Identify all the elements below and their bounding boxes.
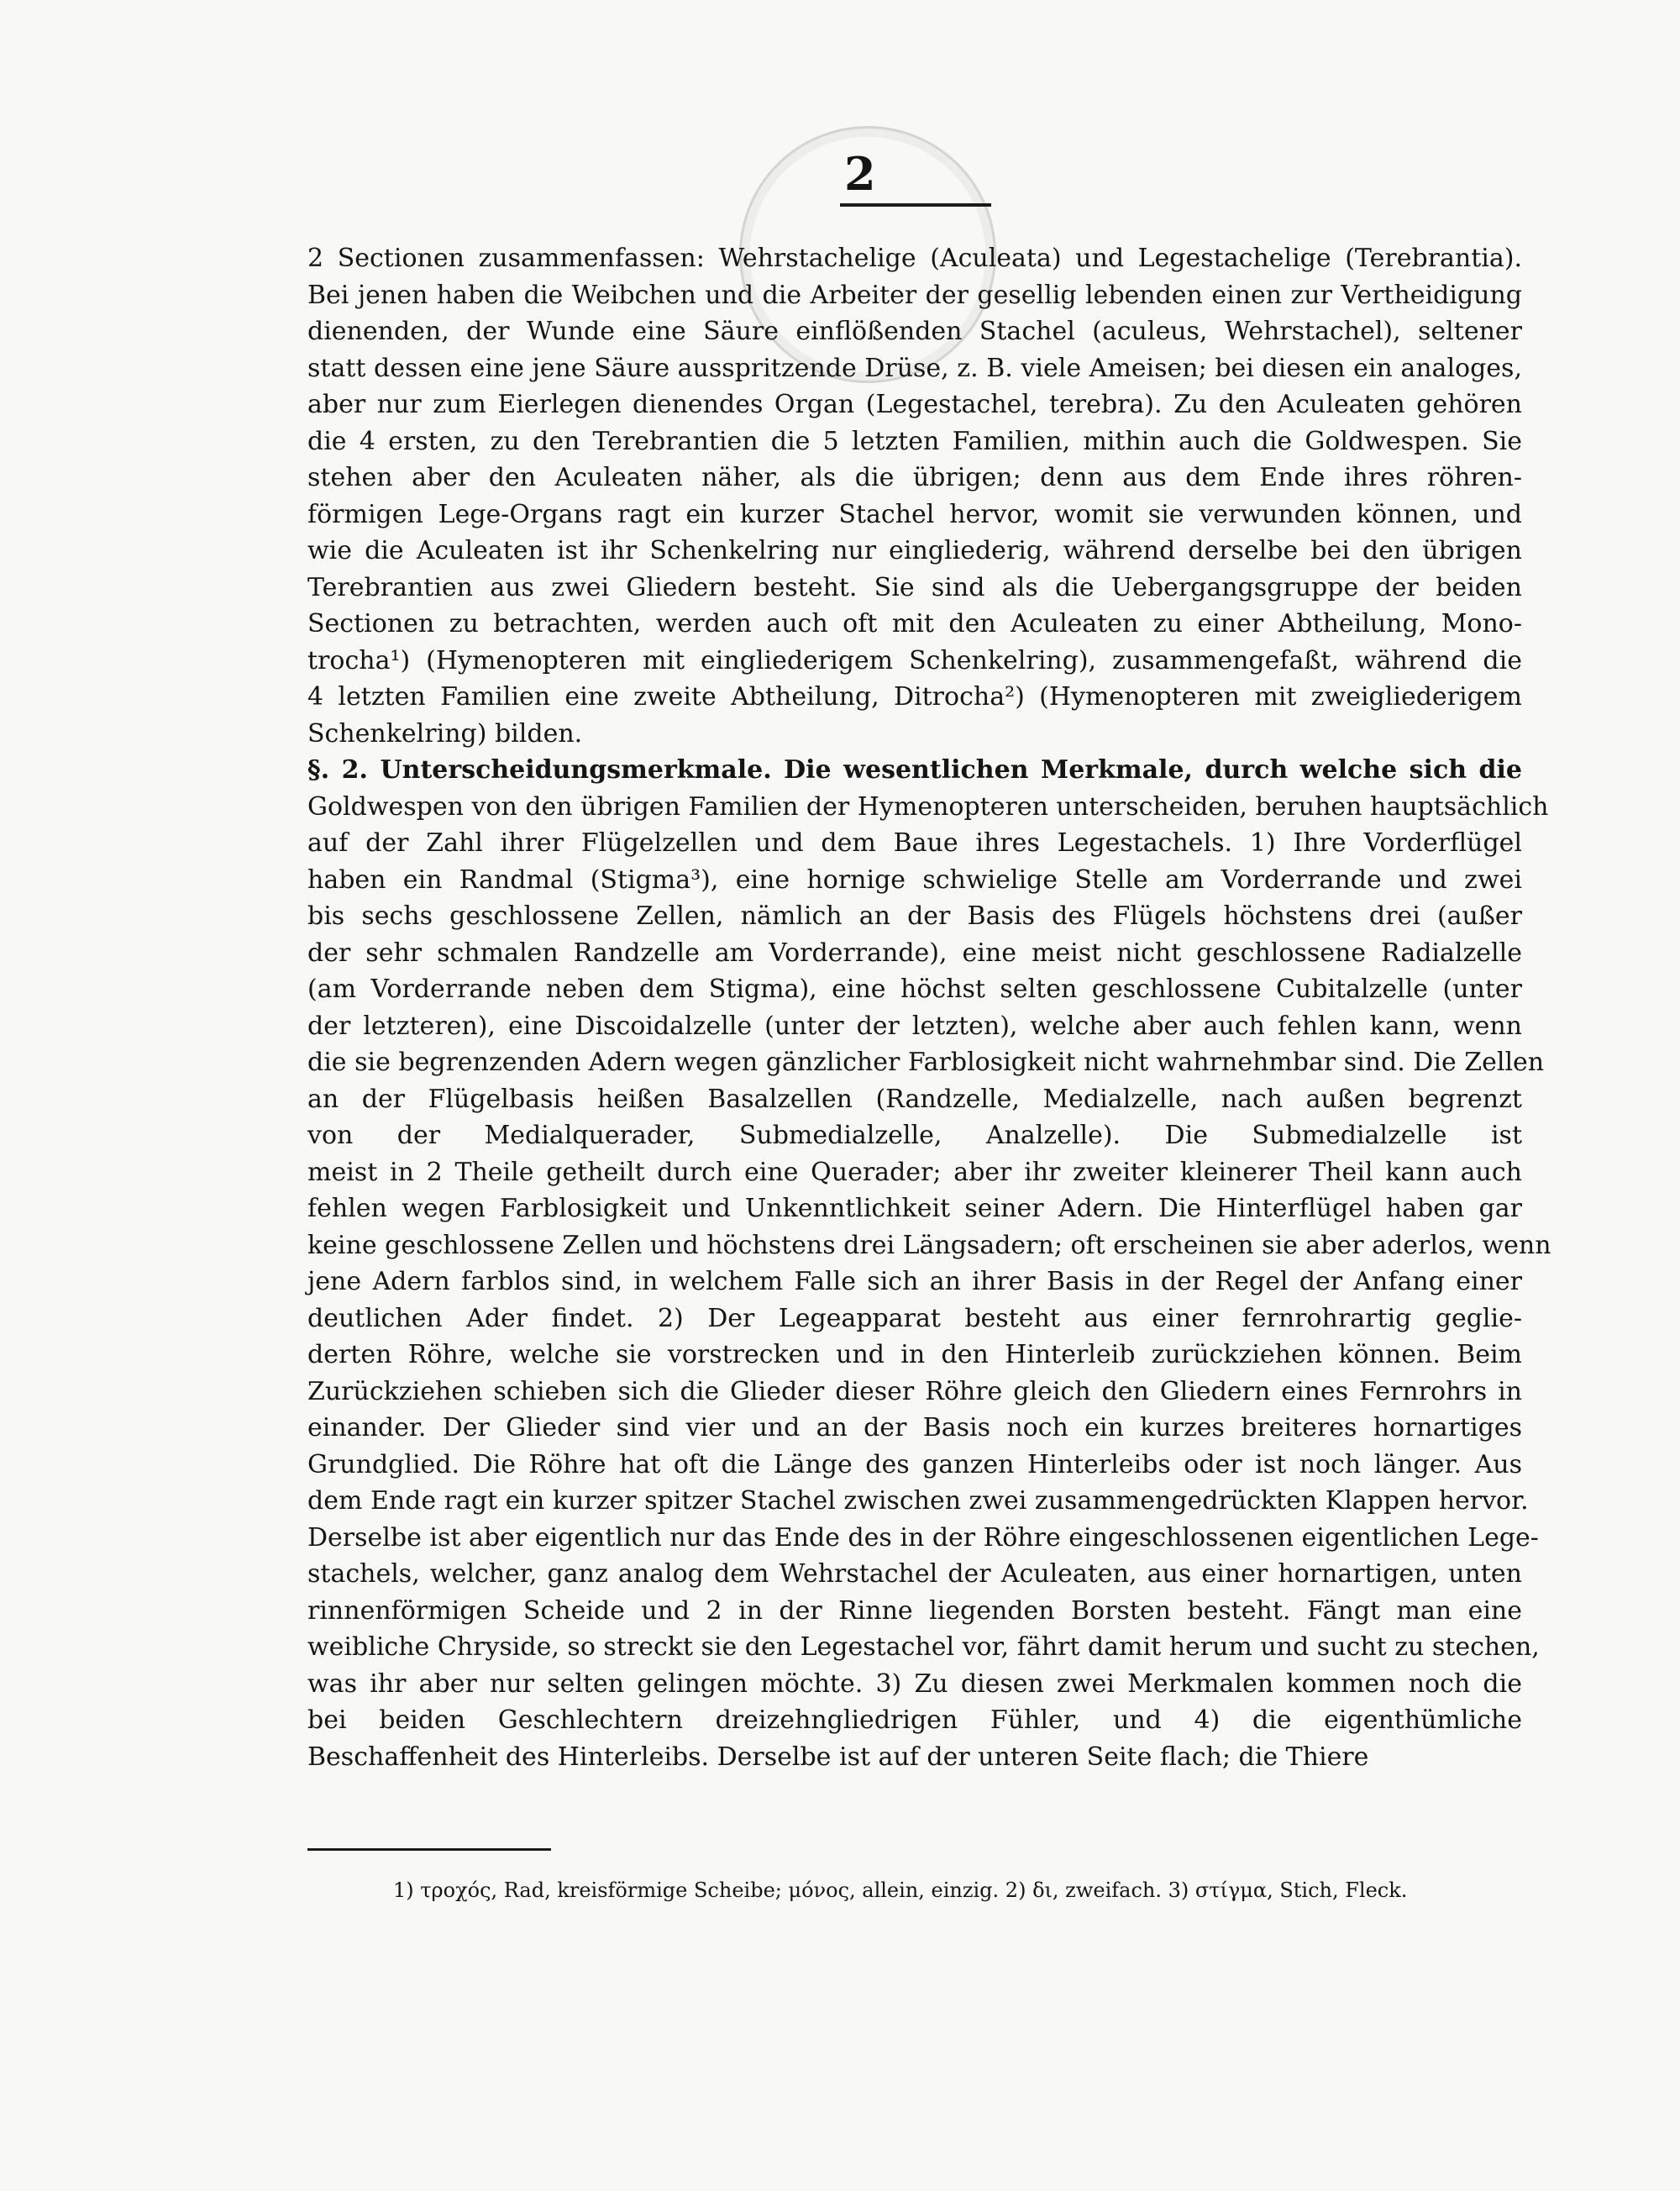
- body-line: 4 letzten Familien eine zweite Abtheilung, Ditrocha²) (Hymenopteren mit zweigliederigem: [307, 682, 1522, 712]
- body-line: weibliche Chryside, so streckt sie den Legestachel vor, fährt damit herum und sucht zu stechen,: [307, 1632, 1540, 1662]
- footnote: 1) τροχός, Rad, kreisförmige Scheibe; μόνος, allein, einzig. 2) δι, zweifach. 3) στίγμα, Stich, Fleck.: [393, 1878, 1408, 1902]
- body-line: auf der Zahl ihrer Flügelzellen und dem Baue ihres Legestachels. 1) Ihre Vorderflügel: [307, 828, 1522, 858]
- body-line: derten Röhre, welche sie vorstrecken und in den Hinterleib zurückziehen können. Beim: [307, 1340, 1522, 1369]
- body-line: Goldwespen von den übrigen Familien der Hymenopteren unterscheiden, beruhen hauptsächlich: [307, 791, 1549, 822]
- body-line: Terebrantien aus zwei Gliedern besteht. Sie sind als die Uebergangsgruppe der beiden: [307, 572, 1522, 602]
- body-line: die 4 ersten, zu den Terebrantien die 5 letzten Familien, mithin auch die Goldwespen. Sie: [307, 426, 1522, 456]
- body-line: aber nur zum Eierlegen dienendes Organ (Legestachel, terebra). Zu den Aculeaten gehören: [307, 390, 1522, 419]
- page-number-rule: [840, 203, 991, 207]
- body-line: der sehr schmalen Randzelle am Vorderrande), eine meist nicht geschlossene Radialzelle: [307, 938, 1522, 968]
- body-line: keine geschlossene Zellen und höchstens drei Längsadern; oft erscheinen sie aber aderlos, wenn: [307, 1230, 1551, 1260]
- body-line: jene Adern farblos sind, in welchem Falle sich an ihrer Basis in der Regel der Anfang einer: [307, 1267, 1522, 1296]
- body-line: von der Medialquerader, Submedialzelle, Analzelle). Die Submedialzelle ist: [307, 1121, 1522, 1150]
- body-line: bei beiden Geschlechtern dreizehngliedrigen Fühler, und 4) die eigenthümliche: [307, 1705, 1522, 1735]
- body-line: Beschaffenheit des Hinterleibs. Derselbe ist auf der unteren Seite flach; die Thiere: [307, 1742, 1369, 1772]
- body-line: dienenden, der Wunde eine Säure einflößenden Stachel (aculeus, Wehrstachel), seltener: [307, 317, 1522, 346]
- body-line: haben ein Randmal (Stigma³), eine hornige schwielige Stelle am Vorderrande und zwei: [307, 864, 1522, 895]
- body-line: 2 Sectionen zusammenfassen: Wehrstachelige (Aculeata) und Legestachelige (Terebrantia).: [307, 244, 1522, 273]
- body-line: deutlichen Ader findet. 2) Der Legeapparat besteht aus einer fernrohrartig geglie-: [307, 1303, 1522, 1333]
- body-line: stehen aber den Aculeaten näher, als die übrigen; denn aus dem Ende ihres röhren-: [307, 463, 1522, 492]
- body-line: trocha¹) (Hymenopteren mit eingliederigem Schenkelring), zusammengefaßt, während die: [307, 645, 1522, 675]
- body-line: Grundglied. Die Röhre hat oft die Länge des ganzen Hinterleibs oder ist noch länger. Aus: [307, 1449, 1522, 1479]
- body-line: an der Flügelbasis heißen Basalzellen (Randzelle, Medialzelle, nach außen begrenzt: [307, 1084, 1522, 1114]
- footnote-rule: [307, 1848, 551, 1851]
- body-line: stachels, welcher, ganz analog dem Wehrstachel der Aculeaten, aus einer hornartigen, unten: [307, 1559, 1522, 1589]
- body-text: [307, 240, 1551, 1820]
- body-line: Derselbe ist aber eigentlich nur das Ende des in der Röhre eingeschlossenen eigentlichen Lege-: [307, 1522, 1539, 1553]
- page-number: 2: [844, 147, 876, 201]
- body-line: der letzteren), eine Discoidalzelle (unter der letzten), welche aber auch fehlen kann, wenn: [307, 1011, 1522, 1041]
- body-line: meist in 2 Theile getheilt durch eine Querader; aber ihr zweiter kleinerer Theil kann auch: [307, 1157, 1522, 1187]
- body-line: dem Ende ragt ein kurzer spitzer Stachel zwischen zwei zusammengedrückten Klappen hervor.: [307, 1486, 1529, 1516]
- body-line: rinnenförmigen Scheide und 2 in der Rinne liegenden Borsten besteht. Fängt man eine: [307, 1595, 1522, 1626]
- body-line: wie die Aculeaten ist ihr Schenkelring nur eingliederig, während derselbe bei den übrigen: [307, 536, 1522, 565]
- body-line: Bei jenen haben die Weibchen und die Arbeiter der gesellig lebenden einen zur Vertheidigung: [307, 280, 1522, 310]
- body-line: statt dessen eine jene Säure ausspritzende Drüse, z. B. viele Ameisen; bei diesen ein analoges,: [307, 353, 1522, 383]
- body-line: bis sechs geschlossene Zellen, nämlich an der Basis des Flügels höchstens drei (außer: [307, 901, 1522, 931]
- body-line: einander. Der Glieder sind vier und an der Basis noch ein kurzes breiteres hornartiges: [307, 1413, 1522, 1442]
- body-line: Sectionen zu betrachten, werden auch oft mit den Aculeaten zu einer Abtheilung, Mono-: [307, 609, 1522, 638]
- body-line: was ihr aber nur selten gelingen möchte. 3) Zu diesen zwei Merkmalen kommen noch die: [307, 1668, 1522, 1699]
- section-heading-line: §. 2. Unterscheidungsmerkmale. Die wesentlichen Merkmale, durch welche sich die: [307, 755, 1522, 785]
- body-line: die sie begrenzenden Adern wegen gänzlicher Farblosigkeit nicht wahrnehmbar sind. Die Zellen: [307, 1048, 1545, 1077]
- body-line: (am Vorderrande neben dem Stigma), eine höchst selten geschlossene Cubitalzelle (unter: [307, 975, 1522, 1004]
- body-line: Schenkelring) bilden.: [307, 718, 583, 749]
- body-line: förmigen Lege-Organs ragt ein kurzer Stachel hervor, womit sie verwunden können, und: [307, 499, 1522, 529]
- body-line: Zurückziehen schieben sich die Glieder dieser Röhre gleich den Gliedern eines Fernrohrs in: [307, 1376, 1522, 1406]
- body-line: fehlen wegen Farblosigkeit und Unkenntlichkeit seiner Adern. Die Hinterflügel haben gar: [307, 1194, 1522, 1223]
